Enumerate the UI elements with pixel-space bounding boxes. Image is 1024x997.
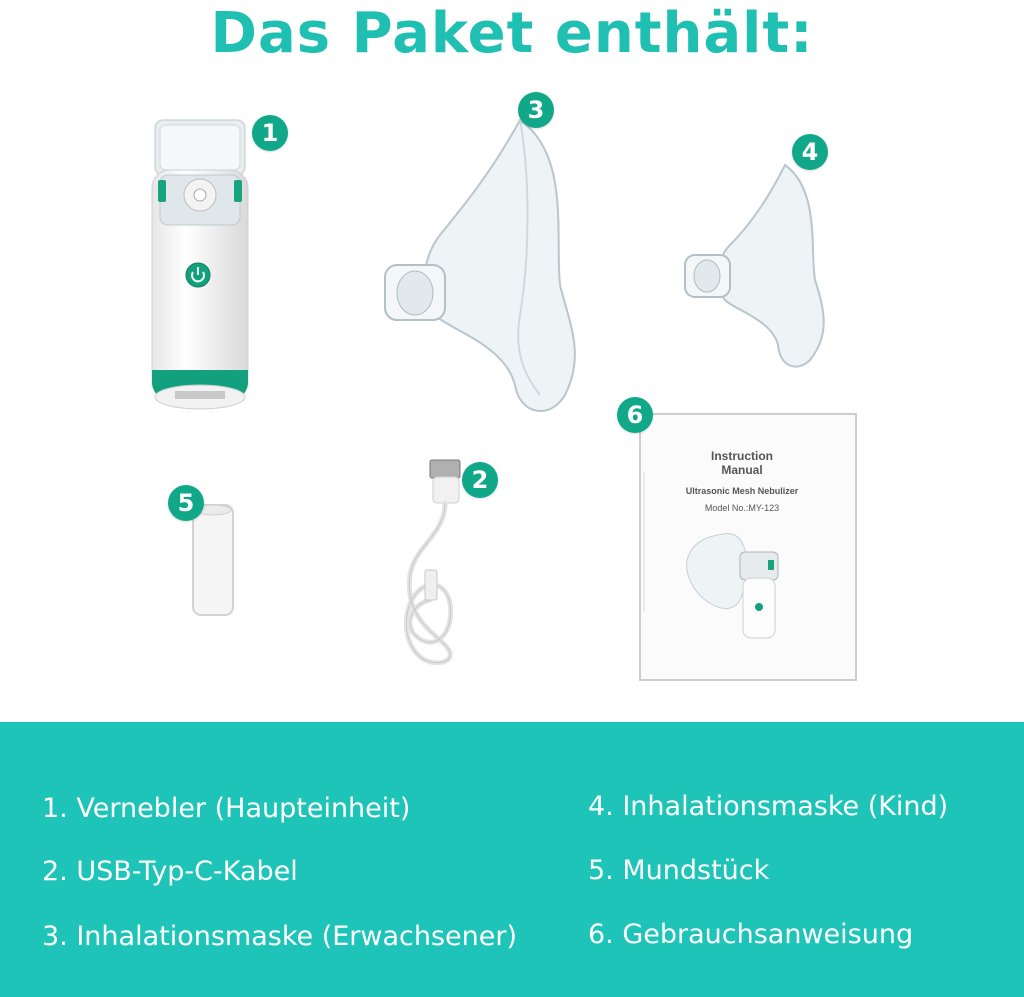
- badge-5: 5: [168, 485, 204, 521]
- manual-title-line1: Instruction: [711, 449, 773, 463]
- manual-subtitle: Ultrasonic Mesh Nebulizer: [685, 486, 799, 496]
- manual-title-line2: Manual: [721, 463, 763, 477]
- manual-model: Model No.:MY-123: [704, 503, 780, 513]
- contents-list-band: [0, 722, 1024, 997]
- badge-6: 6: [617, 397, 653, 433]
- badge-4: 4: [792, 134, 828, 170]
- list-item-4: 4. Inhalationsmaske (Kind): [588, 791, 949, 822]
- child-inhalation-mask-image: [680, 160, 840, 370]
- list-item-1: 1. Vernebler (Haupteinheit): [42, 793, 411, 824]
- nebulizer-main-unit-image: [130, 115, 260, 415]
- list-item-6: 6. Gebrauchsanweisung: [588, 919, 914, 950]
- adult-inhalation-mask-image: [380, 115, 590, 425]
- product-photo-area: [0, 70, 1024, 720]
- badge-1: 1: [252, 115, 288, 151]
- instruction-manual-image: [638, 412, 858, 682]
- page-title: Das Paket enthält:: [210, 1, 814, 66]
- list-item-5: 5. Mundstück: [588, 855, 770, 886]
- list-item-3: 3. Inhalationsmaske (Erwachsener): [42, 921, 518, 952]
- list-item-2: 2. USB-Typ-C-Kabel: [42, 856, 298, 887]
- badge-2: 2: [462, 462, 498, 498]
- badge-3: 3: [518, 92, 554, 128]
